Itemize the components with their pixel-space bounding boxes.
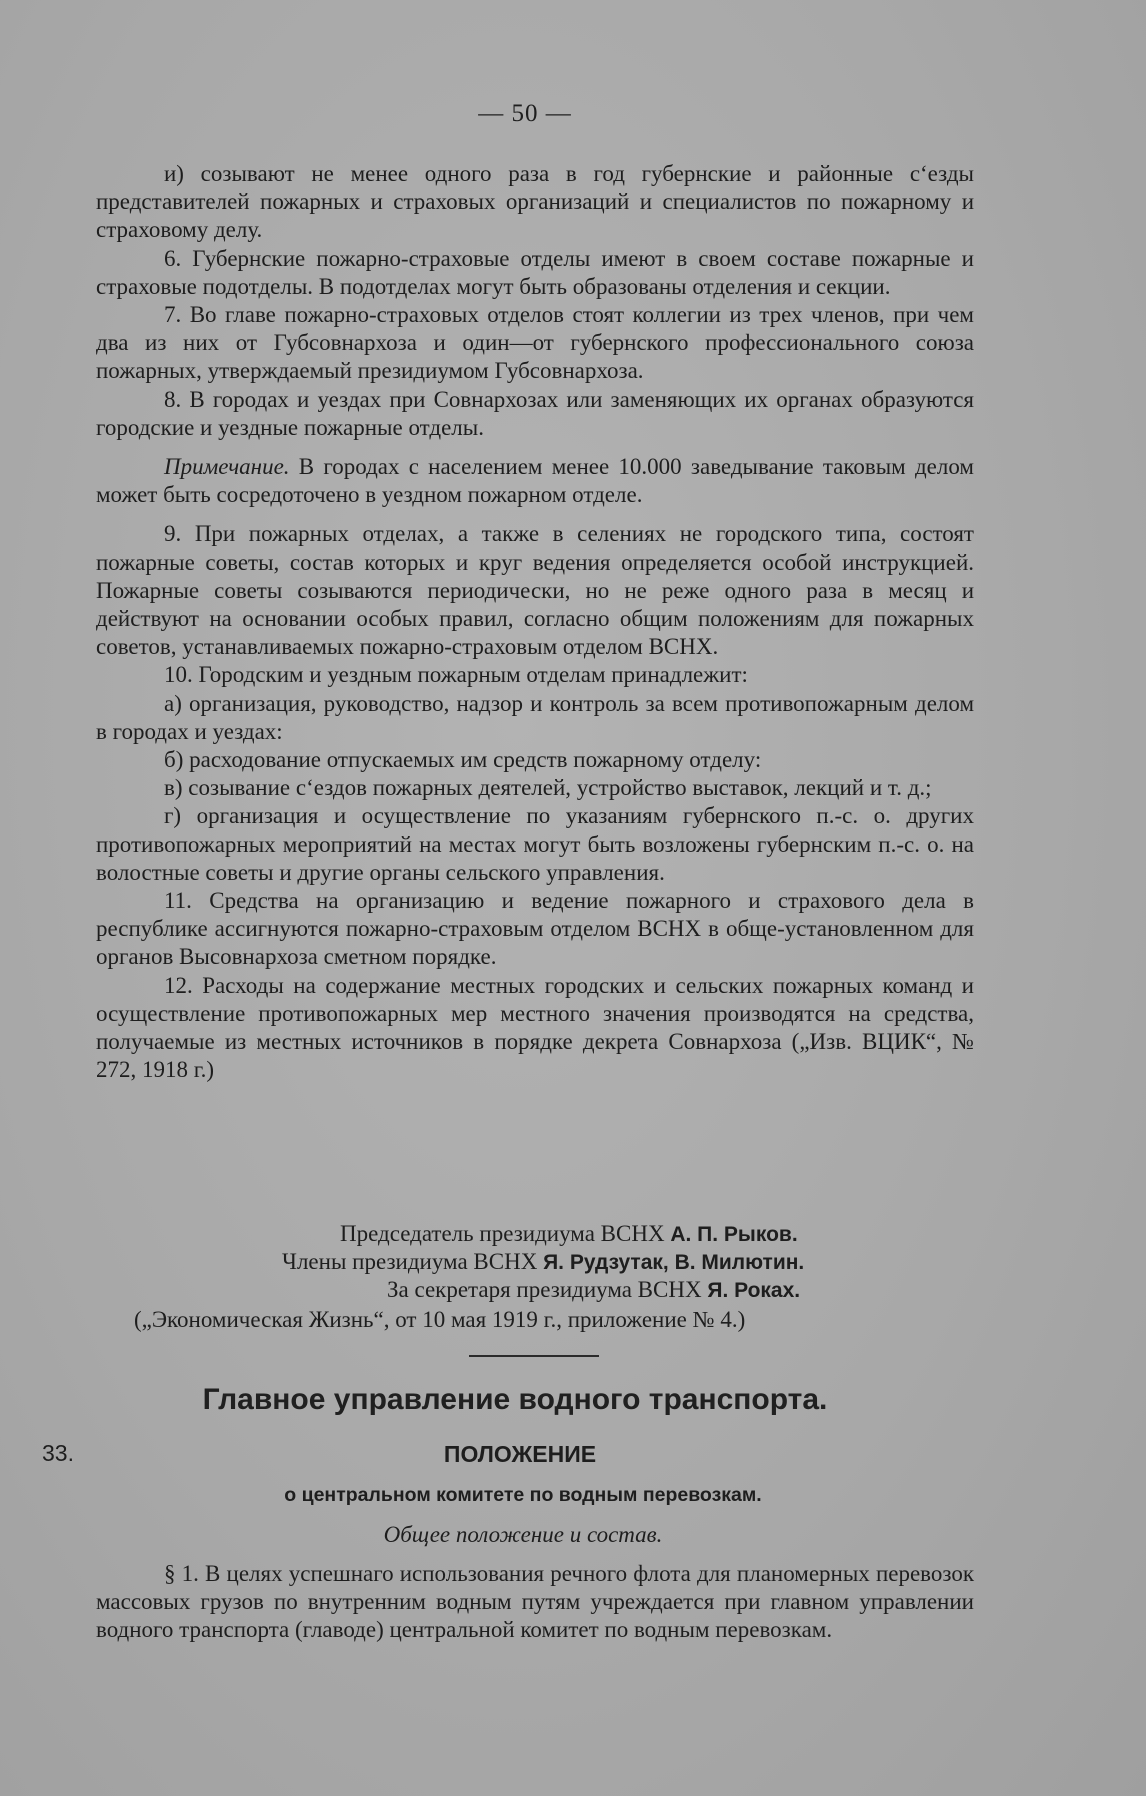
- section-heading: Главное управление водного транспорта.: [202, 1383, 828, 1416]
- paragraph: г) организация и осуществление по указаниям губернского п.-с. о. других противопожарных мероприятий на местах могут быть возложены губернским п.-с. о. на волостные советы и другие органы сельского управления.: [96, 803, 974, 885]
- document-title: ПОЛОЖЕНИЕ: [443, 1441, 597, 1467]
- section-title: Общее положение и состав.: [383, 1522, 663, 1547]
- final-text: [96, 1560, 974, 1645]
- page-number: — 50 —: [478, 100, 572, 127]
- signature-line: [387, 1276, 947, 1305]
- signature-name: Я. Роках.: [707, 1279, 801, 1302]
- paragraph: 12. Расходы на содержание местных городских и сельских пожарных команд и осуществление противопожарных мер местного значения производятся на средства, получаемые из местных источников в порядке декрета Совнархоза („Изв. ВЦИК“, № 272, 1918 г.): [96, 972, 974, 1083]
- signature-name: Я. Рудзутак, В. Милютин.: [543, 1251, 805, 1274]
- paragraph: 6. Губернские пожарно-страховые отделы имеют в своем составе пожарные и страховые подотделы. В подотделах могут быть образованы отделения и секции.: [96, 245, 974, 299]
- document-number: 33.: [42, 1440, 74, 1466]
- paragraph: 10. Городским и уездным пожарным отделам принадлежит:: [164, 662, 748, 688]
- note-label: Примечание.: [164, 454, 290, 480]
- source-citation: („Экономическая Жизнь“, от 10 мая 1919 г., приложение № 4.): [134, 1307, 746, 1332]
- divider: [469, 1355, 599, 1357]
- paragraph: а) организация, руководство, надзор и контроль за всем противопожарным делом в городах и уездах:: [96, 690, 974, 744]
- note-text: В городах с населением менее 10.000 заведывание таковым делом может быть сосредоточено в уездном пожарном отделе.: [96, 454, 974, 508]
- signature-line: [340, 1220, 940, 1249]
- body-text: [96, 160, 974, 1085]
- paragraph: 11. Средства на организацию и ведение пожарного и страхового дела в республике ассигнуются пожарно-страховым отделом ВСНХ в обще-установленном для органов Высовнархоза сметном порядке.: [96, 888, 974, 970]
- signature-line: [282, 1248, 942, 1277]
- signature-name: А. П. Рыков.: [670, 1223, 798, 1246]
- paragraph: 8. В городах и уездах при Совнархозах или заменяющих их органах образуются городские и уездные пожарные отделы.: [96, 386, 974, 440]
- paragraph: в) созывание с‘ездов пожарных деятелей, устройство выставок, лекций и т. д.;: [164, 775, 932, 801]
- paragraph: и) созывают не менее одного раза в год губернские и районные с‘езды представителей пожарных и страховых организаций и специалистов по пожарному и страховому делу.: [96, 161, 974, 243]
- paragraph: б) расходование отпускаемых им средств пожарному отделу:: [164, 747, 762, 773]
- paragraph: § 1. В целях успешнаго использования речного флота для планомерных перевозок массовых грузов по внутренним водным путям учреждается при главном управлении водного транспорта (главоде) центральной комитет по водным перевозкам.: [96, 1561, 974, 1643]
- paragraph: 7. Во главе пожарно-страховых отделов стоят коллегии из трех членов, при чем два из них от Губсовнархоза и один—от губернского профессионального союза пожарных, утверждаемый президиумом Губсовнархоза.: [96, 302, 974, 384]
- signature-role: Члены президиума ВСНХ: [282, 1249, 538, 1274]
- paragraph: 9. При пожарных отделах, а также в селениях не городского типа, состоят пожарные советы, состав которых и круг ведения определяется особой инструкцией. Пожарные советы созываются периодически, но не реже одного раза в месяц и действуют на основании особых правил, согласно общим положениям для пожарных советов, устанавливаемых пожарно-страховым отделом ВСНХ.: [96, 521, 974, 660]
- note-paragraph: [96, 453, 974, 509]
- document-subtitle: о центральном комитете по водным перевозкам.: [284, 1484, 762, 1506]
- signature-role: За секретаря президиума ВСНХ: [387, 1277, 702, 1302]
- signature-role: Председатель президиума ВСНХ: [340, 1221, 665, 1246]
